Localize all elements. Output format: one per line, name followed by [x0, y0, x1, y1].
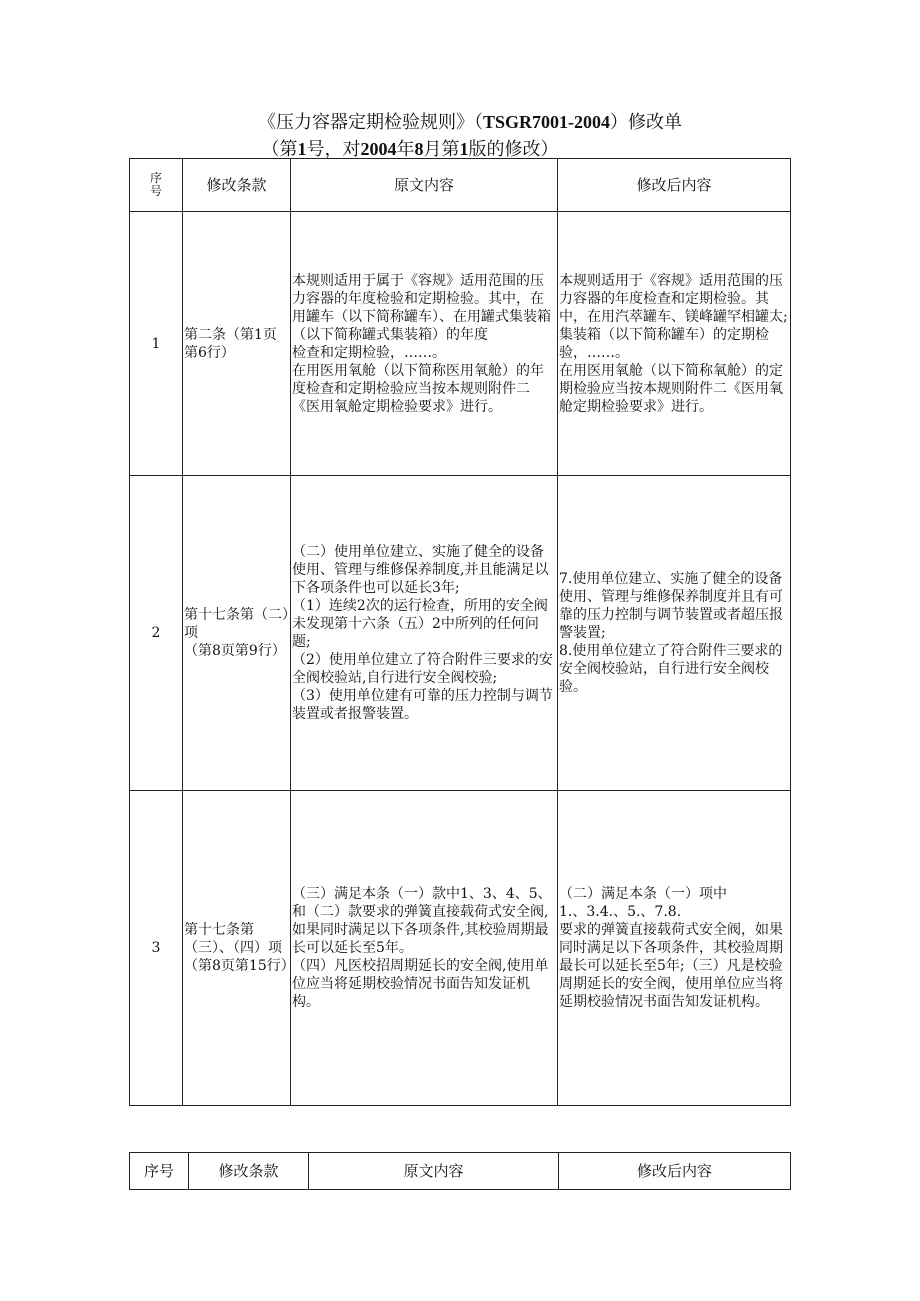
subtitle-edition: 1 — [459, 139, 469, 159]
subtitle-number: 1 — [297, 139, 307, 159]
table-header-row — [130, 1153, 791, 1190]
subtitle-part-3: 年 — [396, 139, 415, 160]
row-original: （三）满足本条（一）款中1、3、4、5、和（二）款要求的弹簧直接载荷式安全阀,如果同时满足以下各项条件,其校验周期最长可以延长至5年。 （四）凡医校招周期延长的安全阀,使用单位应当将延期校验情况书面告知发证机构。 — [291, 791, 558, 1106]
header-clause: 修改条款 — [183, 159, 291, 212]
subtitle-part-2: 号，对 — [306, 139, 361, 160]
amendment-table — [129, 158, 791, 1106]
table-row — [130, 476, 791, 791]
row-revised: 本规则适用于《容规》适用范围的压力容器的年度检查和定期检验。其中，在用汽萃罐车、镁峰罐罕相罐太;集装箱（以下简称罐车）的定期检验，……。 在用医用氧舱（以下简称氧舱）的定期检验应当按本规则附件二《医用氧舱定期检验要求》进行。 — [558, 212, 791, 476]
amendment-table-continued — [129, 1152, 791, 1190]
header-revised: 修改后内容 — [559, 1153, 791, 1190]
document-title — [10, 108, 920, 134]
subtitle-part-5: 版的修改） — [468, 139, 559, 160]
row-clause: 第二条（第1页第6行） — [183, 212, 291, 476]
row-revised: （二）满足本条（一）项中 1.、3.4.、5.、7.8. 要求的弹簧直接载荷式安全阀，如果同时满足以下各项条件，其校验周期最长可以延长至5年;（三）凡是校验周期延长的安全阀，使用单位应当将延期校验情况书面告知发证机构。 — [558, 791, 791, 1106]
row-clause: 第十七条第（二）项 （第8页第9行） — [183, 476, 291, 791]
subtitle-month: 8 — [414, 139, 424, 159]
row-clause: 第十七条第（三）、（四）项 （第8页第15行） — [183, 791, 291, 1106]
row-seq: 2 — [130, 476, 183, 791]
row-seq: 3 — [130, 791, 183, 1106]
subtitle-part-1: （第 — [261, 139, 298, 160]
header-original: 原文内容 — [309, 1153, 559, 1190]
header-original: 原文内容 — [291, 159, 558, 212]
title-part-1: 《压力容器定期检验规则》（ — [257, 112, 483, 133]
header-seq: 序号 — [130, 159, 183, 212]
table-row — [130, 791, 791, 1106]
subtitle-year: 2004 — [360, 139, 397, 159]
header-seq: 序号 — [130, 1153, 189, 1190]
row-original: 本规则适用于属于《容规》适用范围的压力容器的年度检验和定期检验。其中，在用罐车（以下简称罐车）、在用罐式集装箱（以下简称罐式集装箱）的年度 检查和定期检验，……。 在用医用氧舱（以下简称医用氧舱）的年度检查和定期检验应当按本规则附件二《医用氧舱定期检验要求》进行。 — [291, 212, 558, 476]
subtitle-part-4: 月第 — [423, 139, 460, 160]
row-revised: 7.使用单位建立、实施了健全的设备使用、管理与维修保养制度并且有可靠的压力控制与调节装置或者超压报警装置; 8.使用单位建立了符合附件三要求的安全阀校验站，自行进行安全阀校验。 — [558, 476, 791, 791]
table-header-row — [130, 159, 791, 212]
table-row — [130, 212, 791, 476]
header-revised: 修改后内容 — [558, 159, 791, 212]
title-part-2: ）修改单 — [610, 112, 682, 133]
row-original: （二）使用单位建立、实施了健全的设备使用、管理与维修保养制度,并且能满足以下各项条件也可以延长3年; （1）连续2次的运行检查，所用的安全阀未发现第十六条（五）2中所列的任何问题; （2）使用单位建立了符合附件三要求的安全阀校验站,自行进行安全阀校验; （3）使用单位建有可靠的压力控制与调节装置或者报警装置。 — [291, 476, 558, 791]
row-seq: 1 — [130, 212, 183, 476]
title-code: TSGR7001-2004 — [482, 112, 610, 132]
header-clause: 修改条款 — [189, 1153, 309, 1190]
